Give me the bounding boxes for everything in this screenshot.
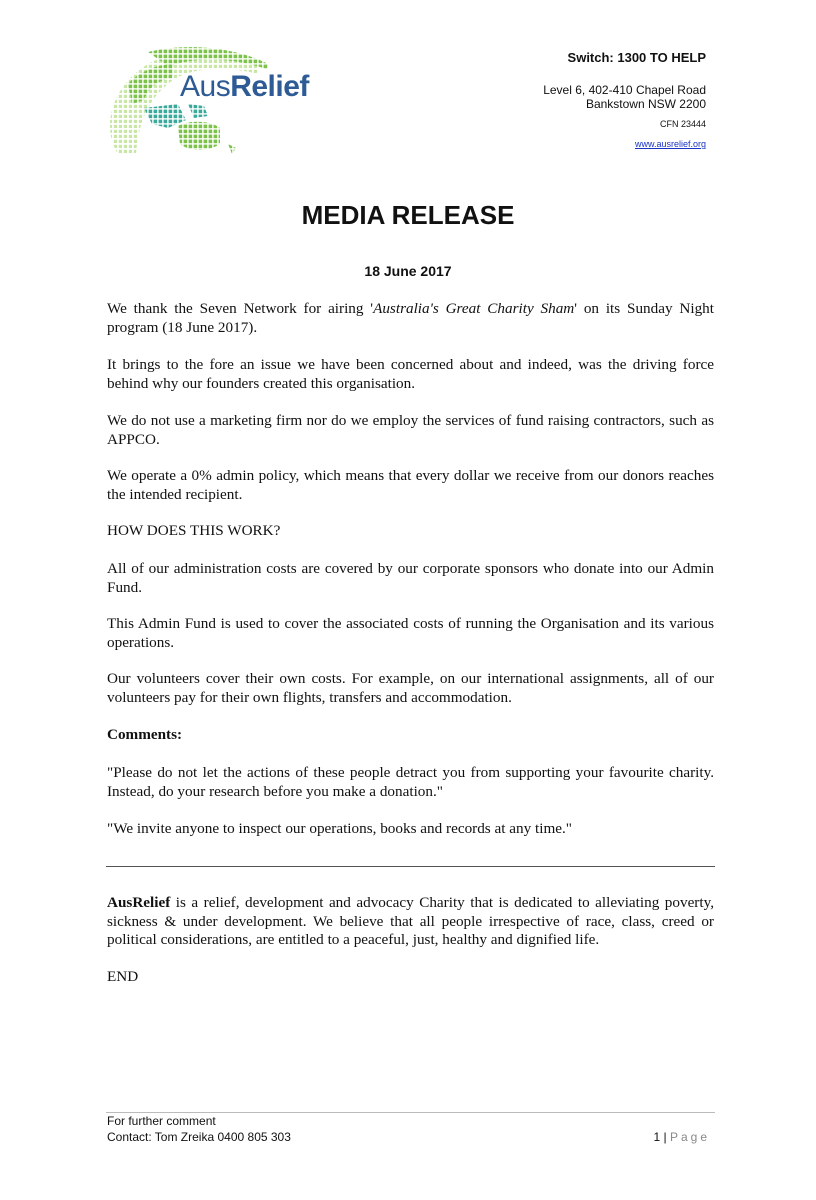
paragraph-volunteers: Our volunteers cover their own costs. For example, on our international assignments, all of our volunteers pay for their own flights, transfers and accommodation. (107, 670, 714, 706)
release-date: 18 June 2017 (364, 263, 452, 279)
end-marker: END (107, 968, 139, 985)
section-divider (106, 866, 715, 867)
paragraph-admin-policy: We operate a 0% admin policy, which means that every dollar we receive from our donors reaches the intended recipient. (107, 467, 714, 503)
page-number: 1 (653, 1130, 661, 1144)
paragraph-marketing: We do not use a marketing firm nor do we employ the services of fund raising contractors, such as APPCO. (107, 412, 714, 448)
website-link[interactable]: www.ausrelief.org (634, 139, 706, 149)
page-title: MEDIA RELEASE (301, 200, 515, 230)
about-paragraph: AusRelief is a relief, development and advocacy Charity that is dedicated to alleviating poverty, sickness & under development. We believe that all people irrespective of race, class, creed or political considerations, are entitled to a peaceful, just, healthy and dignified life. (107, 894, 714, 948)
program-title: Australia's Great Charity Sham (373, 300, 575, 317)
logo-wordmark: AusRelief (180, 70, 309, 103)
comments-heading: Comments: (107, 726, 183, 743)
footer-divider (106, 1112, 715, 1113)
paragraph-sponsors: All of our administration costs are covered by our corporate sponsors who donate into our Admin Fund. (107, 560, 714, 596)
cfn-number: CFN 23444 (659, 119, 706, 129)
page-label: Page (669, 1130, 710, 1144)
address-line-2: Bankstown NSW 2200 (585, 97, 706, 111)
section-heading-how: HOW DOES THIS WORK? (107, 522, 281, 539)
footer-contact: Contact: Tom Zreika 0400 805 303 (107, 1130, 291, 1144)
org-name: AusRelief (107, 894, 171, 911)
footer-comment-label: For further comment (107, 1114, 216, 1128)
page-indicator: 1 | Page (653, 1130, 710, 1144)
ausrelief-logo (108, 44, 326, 156)
quote-research: "Please do not let the actions of these people detract you from supporting your favourite charity. Instead, do your research before you make a donation." (107, 764, 714, 800)
quote-inspect: "We invite anyone to inspect our operations, books and records at any time." (107, 820, 572, 837)
paragraph-admin-fund: This Admin Fund is used to cover the associated costs of running the Organisation and its various operations. (107, 615, 714, 651)
paragraph-intro: We thank the Seven Network for airing 'Australia's Great Charity Sham' on its Sunday Night program (18 June 2017). (107, 300, 714, 336)
switch-number: Switch: 1300 TO HELP (567, 50, 706, 65)
paragraph-concern: It brings to the fore an issue we have been concerned about and indeed, was the driving force behind why our founders created this organisation. (107, 356, 714, 392)
address-line-1: Level 6, 402-410 Chapel Road (543, 83, 706, 97)
